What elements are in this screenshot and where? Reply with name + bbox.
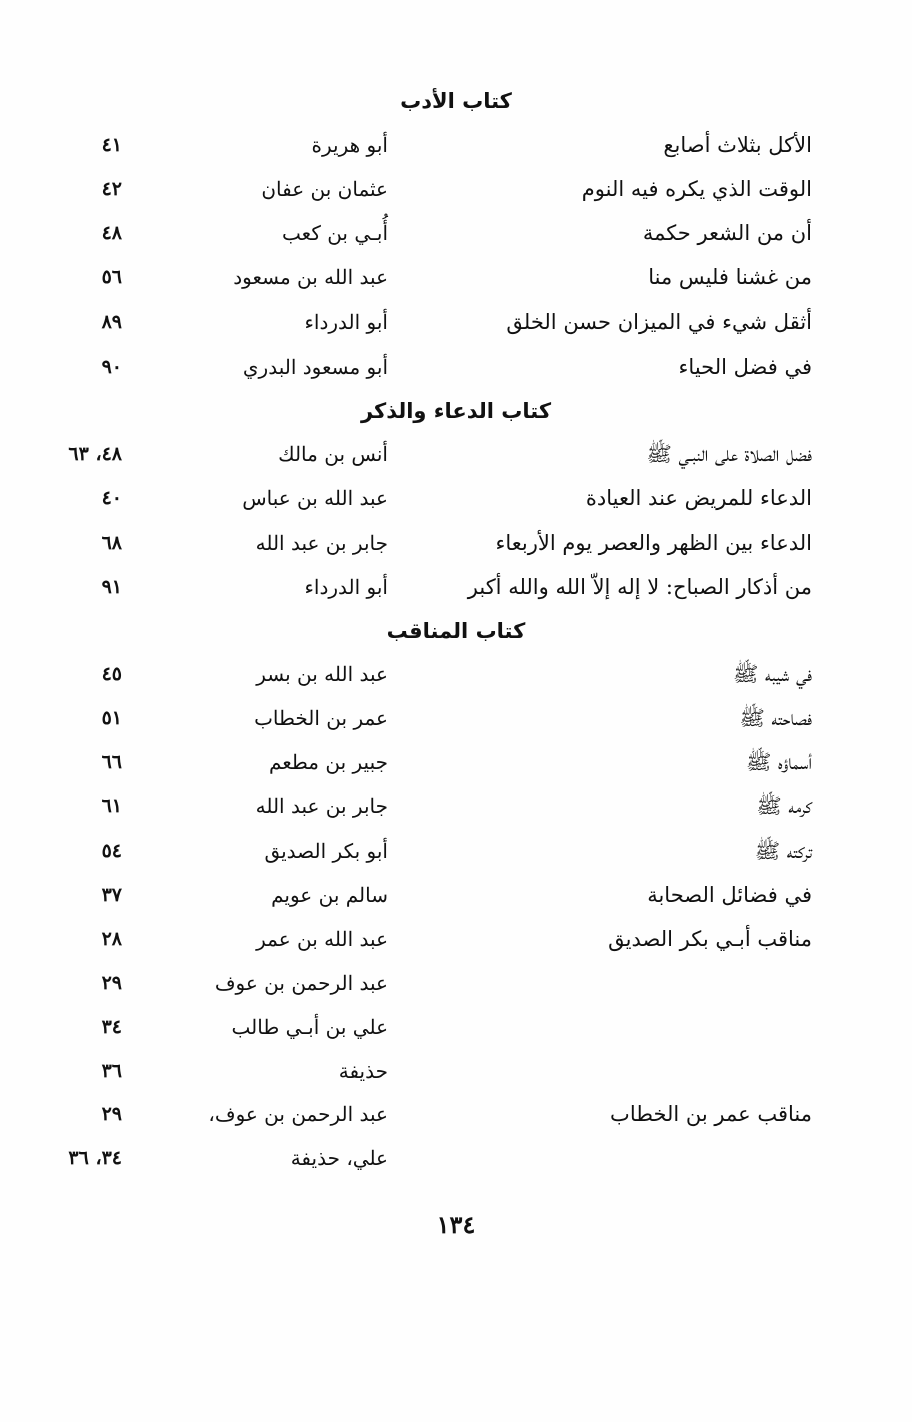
narrator-text: أُبـي بن كعب	[282, 221, 388, 245]
narrator-text: أبو الدرداء	[304, 310, 388, 334]
topic-text: في فضل الحياء	[678, 355, 812, 379]
page-ref: ٣٤	[101, 1016, 122, 1038]
index-row	[0, 350, 912, 384]
page-ref: ٩١	[101, 576, 122, 598]
index-row	[0, 878, 912, 912]
index-row	[0, 922, 912, 956]
index-row	[0, 216, 912, 250]
page-ref: ٣٧	[101, 884, 122, 906]
narrator-text: عبد الرحمن بن عوف،	[208, 1102, 388, 1126]
index-row	[0, 481, 912, 515]
page-number: ١٣٤	[436, 1210, 476, 1239]
page-ref: ٢٨	[101, 928, 122, 950]
index-row	[0, 1141, 912, 1175]
narrator-text: عمر بن الخطاب	[254, 706, 388, 730]
page-ref: ٣٦	[101, 1060, 122, 1082]
page-ref: ٤٥	[101, 663, 122, 685]
topic-text: الدعاء للمريض عند العيادة	[585, 486, 812, 510]
page-ref: ٣٤، ٣٦	[68, 1147, 122, 1169]
index-row	[0, 260, 912, 294]
topic-text: مناقب عمر بن الخطاب	[610, 1102, 812, 1126]
narrator-text: سالم بن عويم	[271, 883, 388, 907]
topic-text: الدعاء بين الظهر والعصر يوم الأربعاء	[495, 531, 812, 555]
page-ref: ٦٦	[101, 751, 122, 773]
index-row	[0, 526, 912, 560]
index-row	[0, 1097, 912, 1131]
narrator-text: أبو مسعود البدري	[242, 355, 388, 379]
narrator-text: جابر بن عبد الله	[255, 794, 388, 818]
page-ref: ٢٩	[101, 972, 122, 994]
narrator-text: علي، حذيفة	[290, 1146, 388, 1170]
index-row	[0, 834, 912, 868]
topic-text: فضل الصلاة على النبـي ﷺ	[646, 442, 812, 466]
index-row	[0, 745, 912, 779]
index-row	[0, 128, 912, 162]
narrator-text: جابر بن عبد الله	[255, 531, 388, 555]
index-row	[0, 172, 912, 206]
narrator-text: أبو بكر الصديق	[264, 839, 388, 863]
page-ref: ٢٩	[101, 1103, 122, 1125]
page-ref: ٤٠	[101, 487, 122, 509]
narrator-text: جبير بن مطعم	[268, 750, 388, 774]
topic-text: الأكل بثلاث أصابع	[663, 133, 812, 157]
index-row	[0, 437, 912, 471]
page-ref: ٤١	[101, 134, 122, 156]
index-row	[0, 305, 912, 339]
narrator-text: عبد الله بن عباس	[242, 486, 388, 510]
page-ref: ٤٨، ٦٣	[68, 443, 122, 465]
topic-text: أن من الشعر حكمة	[642, 221, 812, 245]
page-ref: ٤٢	[101, 178, 122, 200]
page-ref: ٨٩	[101, 311, 122, 333]
section-title-manaqib: كتاب المناقب	[386, 619, 526, 643]
page-ref: ٦٨	[101, 532, 122, 554]
page-ref: ٦١	[101, 795, 122, 817]
page-ref: ٩٠	[101, 356, 122, 378]
narrator-text: عبد الله بن بسر	[256, 662, 388, 686]
page-ref: ٤٨	[101, 222, 122, 244]
page-ref: ٥١	[101, 707, 122, 729]
topic-text: الوقت الذي يكره فيه النوم	[581, 177, 812, 201]
index-row	[0, 966, 912, 1000]
topic-text: في فضائل الصحابة	[647, 883, 812, 907]
page-ref: ٥٦	[101, 266, 122, 288]
narrator-text: أبو هريرة	[311, 133, 388, 157]
narrator-text: حذيفة	[338, 1059, 388, 1083]
index-row	[0, 1010, 912, 1044]
section-title-adab: كتاب الأدب	[400, 89, 512, 113]
topic-text: في شيبه ﷺ	[732, 662, 812, 686]
narrator-text: عثمان بن عفان	[261, 177, 388, 201]
topic-text: تركته ﷺ	[754, 839, 812, 863]
narrator-text: أنس بن مالك	[278, 442, 388, 466]
topic-text: من غشنا فليس منا	[648, 265, 812, 289]
topic-text: أسماؤه ﷺ	[745, 750, 812, 774]
narrator-text: علي بن أبـي طالب	[231, 1015, 388, 1039]
narrator-text: عبد الرحمن بن عوف	[214, 971, 388, 995]
topic-text: مناقب أبـي بكر الصديق	[608, 927, 812, 951]
narrator-text: أبو الدرداء	[304, 575, 388, 599]
section-title-dua: كتاب الدعاء والذكر	[360, 399, 552, 423]
narrator-text: عبد الله بن مسعود	[233, 265, 388, 289]
topic-text: كرمه ﷺ	[756, 794, 812, 818]
index-row	[0, 570, 912, 604]
index-row	[0, 1054, 912, 1088]
topic-text: فصاحته ﷺ	[739, 706, 812, 730]
topic-text: أثقل شيء في الميزان حسن الخلق	[506, 310, 812, 334]
topic-text: من أذكار الصباح: لا إله إلاّ الله والله أكبر	[467, 575, 812, 599]
index-row	[0, 657, 912, 691]
index-row	[0, 701, 912, 735]
page-ref: ٥٤	[101, 840, 122, 862]
narrator-text: عبد الله بن عمر	[256, 927, 388, 951]
index-row	[0, 789, 912, 823]
